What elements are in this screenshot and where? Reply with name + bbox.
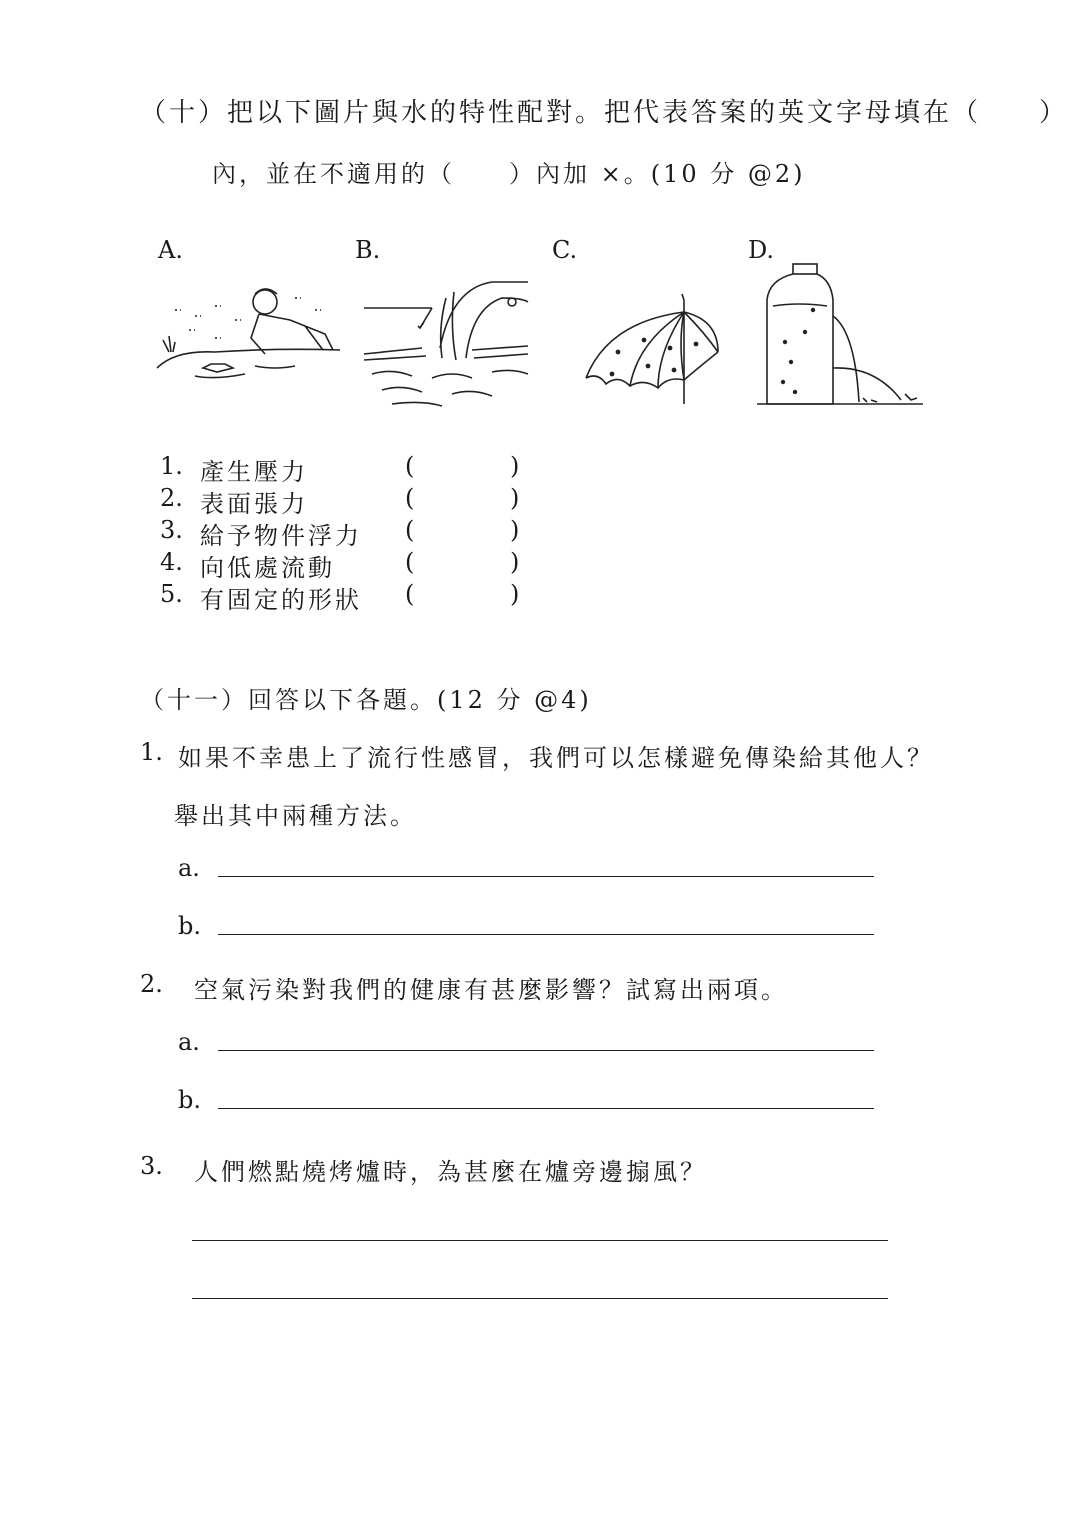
q1-a-answer-line[interactable]	[218, 876, 874, 877]
q2-a-label: a.	[178, 1028, 200, 1056]
q1-b-answer-line[interactable]	[218, 934, 874, 935]
figure-label-c: C.	[552, 236, 578, 264]
umbrella-with-water-drops-icon	[578, 292, 723, 407]
q2-number: 2.	[140, 970, 163, 998]
q3-answer-line-2[interactable]	[192, 1298, 888, 1299]
q2-b-label: b.	[178, 1086, 201, 1114]
item-2-number: 2.	[160, 484, 183, 512]
item-1-open-paren: (	[405, 452, 415, 480]
item-2-open-paren: (	[405, 484, 415, 512]
figure-label-a: A.	[158, 236, 183, 264]
q1-number: 1.	[140, 738, 163, 766]
item-2-close-paren: )	[510, 484, 520, 512]
figure-label-d: D.	[748, 236, 775, 264]
q1-a-label: a.	[178, 854, 200, 882]
q2-b-answer-line[interactable]	[218, 1108, 874, 1109]
item-4-close-paren: )	[510, 548, 520, 576]
item-1-number: 1.	[160, 452, 183, 480]
q3-number: 3.	[140, 1152, 163, 1180]
item-5-open-paren: (	[405, 580, 415, 608]
item-1-text: 產生壓力	[200, 458, 308, 486]
q3-text: 人們燃點燒烤爐時，為甚麼在爐旁邊搧風？	[194, 1158, 707, 1186]
section10-title-line1: （十）把以下圖片與水的特性配對。把代表答案的英文字母填在（ ）	[140, 98, 1069, 128]
section10-title-line2: 內，並在不適用的（ ）內加 ×。(10 分 @2)	[212, 160, 806, 188]
section11-title: （十一）回答以下各題。(12 分 @4)	[140, 686, 592, 714]
q1-line1: 如果不幸患上了流行性感冒，我們可以怎樣避免傳染給其他人？	[178, 744, 934, 772]
item-3-close-paren: )	[510, 516, 520, 544]
q3-answer-line-1[interactable]	[192, 1240, 888, 1241]
water-gushing-from-pipe-icon	[362, 278, 532, 410]
item-5-close-paren: )	[510, 580, 520, 608]
item-2-text: 表面張力	[200, 490, 308, 518]
child-floating-paper-boat-icon	[155, 280, 345, 385]
q2-text: 空氣污染對我們的健康有甚麼影響？試寫出兩項。	[194, 976, 788, 1004]
q2-a-answer-line[interactable]	[218, 1050, 874, 1051]
item-5-number: 5.	[160, 580, 183, 608]
item-4-open-paren: (	[405, 548, 415, 576]
item-3-open-paren: (	[405, 516, 415, 544]
item-3-number: 3.	[160, 516, 183, 544]
q1-b-label: b.	[178, 912, 201, 940]
item-4-text: 向低處流動	[200, 554, 335, 582]
bottle-with-water-jets-icon	[755, 262, 925, 410]
item-4-number: 4.	[160, 548, 183, 576]
figure-label-b: B.	[355, 236, 381, 264]
item-1-close-paren: )	[510, 452, 520, 480]
item-5-text: 有固定的形狀	[200, 586, 362, 614]
q1-line2: 舉出其中兩種方法。	[174, 802, 417, 830]
item-3-text: 給予物件浮力	[200, 522, 362, 550]
